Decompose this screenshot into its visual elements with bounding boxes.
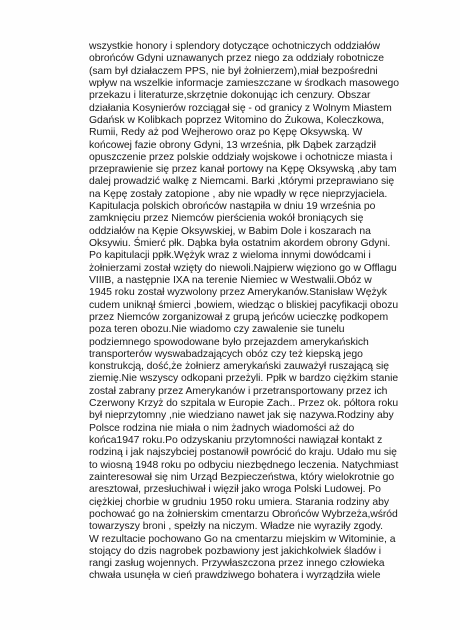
- text-line: został zabrany przez Amerykanów i przetransportowany przez ich: [89, 385, 388, 397]
- text-line: wpływ na wszelkie informacje zamieszczane w środkach masowego: [89, 77, 399, 89]
- text-line: W rezultacie pochowano Go na cmentarzu miejskim w Witominie, a: [89, 533, 396, 545]
- text-line: 1945 roku został wyzwolony przez Amerykanów.Stanisław Wężyk: [89, 287, 387, 299]
- text-line: konstrukcją, dość,że żołnierz amerykański zauważył ruszającą się: [89, 361, 389, 373]
- text-line: to wiosną 1948 roku po odbyciu niezbędnego leczenia. Natychmiast: [89, 459, 399, 471]
- text-line: Polsce rodzina nie miała o nim żadnych wiadomości aż do: [89, 422, 355, 434]
- text-line: oddziałów na Kępie Oksywskiej, w Babim Dole i koszarach na: [89, 225, 371, 237]
- text-line: zainteresował się nim Urząd Bezpieczeństwa, który wielokrotnie go: [89, 471, 395, 483]
- text-line: Po kapitulacji ppłk.Wężyk wraz z wieloma innymi dowódcami i: [89, 250, 371, 262]
- text-line: poza teren obozu.Nie wiadomo czy zawalenie sie tunelu: [89, 324, 345, 336]
- text-line: żołnierzami został wzięty do niewoli.Najpierw więziono go w Offlagu: [89, 262, 397, 274]
- text-line: rangi zasług wojennych. Przywłaszczona przez innego człowieka: [89, 558, 385, 570]
- text-line: końca1947 roku.Po odzyskaniu przytomności nawiązał kontakt z: [89, 435, 383, 446]
- text-line: stojący do dzis nagrobek pozbawiony jest jakichkolwiek śladów i: [89, 545, 381, 557]
- text-line: pochować go na żołnierskim cmentarzu Obrońców Wybrzeża,wśród: [89, 508, 398, 520]
- text-line: (sam był działaczem PPS, nie był żołnierzem),miał bezpośredni: [89, 65, 378, 77]
- text-line: przeprawienie się przez kanał portowy na Kępę Oksywską ,aby tam: [89, 164, 397, 176]
- text-line: podziemnego spowodowane było przejazdem amerykańskich: [89, 336, 369, 348]
- text-line: ciężkiej chorbie w grudniu 1950 roku umiera. Starania rodziny aby: [89, 496, 389, 508]
- text-line: wszystkie honory i splendory dotyczące ochotniczych oddziałów: [89, 41, 380, 52]
- text-line: rodziną i jak najszybciej postanowił powrócić do kraju. Udało mu się: [89, 447, 397, 459]
- text-line: działania Kosynierów rozciągał się - od granicy z Wolnym Miastem: [89, 102, 392, 114]
- text-line: Kapitulacja polskich obrońców nastąpiła w dniu 19 września po: [89, 201, 376, 213]
- text-line: transporterów wyswabadzających obóz czy też kiepską jego: [89, 348, 363, 360]
- text-line: VIIIB, a następnie IXA na terenie Niemiec w Westwalii.Obóz w: [89, 274, 372, 286]
- text-line: aresztował, przesłuchiwał i więził jako wroga Polski Ludowej. Po: [89, 484, 381, 496]
- text-line: opuszczenie przez polskie oddziały wojskowe i ochotnicze miasta i: [89, 151, 393, 163]
- text-line: Oksywiu. Śmierć płk. Dąbka była ostatnim akordem obrony Gdyni.: [89, 238, 391, 249]
- text-line: towarzyszy broni , spełzły na niczym. Władze nie wyraziły zgody.: [89, 521, 383, 533]
- text-line: przekazu i literaturze,skrzętnie dokonując ich cenzury. Obszar: [89, 90, 371, 102]
- text-line: ziemię.Nie wszyscy odkopani przeżyli. Ppłk w bardzo ciężkim stanie: [89, 373, 399, 385]
- text-line: chwała usunęła w cień prawdziwego bohatera i wyrządziła wiele: [89, 570, 381, 582]
- text-line: Czerwony Krzyż do szpitala w Europie Zach.. Przez ok. półtora roku: [89, 398, 399, 410]
- text-line: cudem uniknął śmierci ,bowiem, wiedząc o bliskiej pacyfikacji obozu: [89, 299, 399, 311]
- text-line: końcowej fazie obrony Gdyni, 13 września, płk Dąbek zarządził: [89, 139, 376, 151]
- text-line: zamknięciu przez Niemców pierścienia wokół broniących się: [89, 213, 364, 225]
- text-line: na Kępę zostały zatopione , aby nie wpadły w ręce nieprzyjaciela.: [89, 188, 388, 200]
- text-line: był nieprzytomny ,nie wiedziano nawet jak się nazywa.Rodziny aby: [89, 410, 394, 422]
- text-line: Rumii, Redy aż pod Wejherowo oraz po Kępę Oksywską. W: [89, 127, 363, 139]
- text-line: dalej prowadzić walkę z Niemcami. Barki ,którymi przeprawiano się: [89, 176, 395, 188]
- text-line: obrońców Gdyni uznawanych przez niego za oddziały robotnicze: [89, 53, 385, 65]
- text-line: Gdańsk w Kolibkach poprzez Witomino do Żukowa, Koleczkowa,: [89, 114, 385, 126]
- text-line: przez Niemców zorganizował z grupą jeńców ucieczkę podkopem: [89, 311, 389, 323]
- body-text: [89, 41, 459, 583]
